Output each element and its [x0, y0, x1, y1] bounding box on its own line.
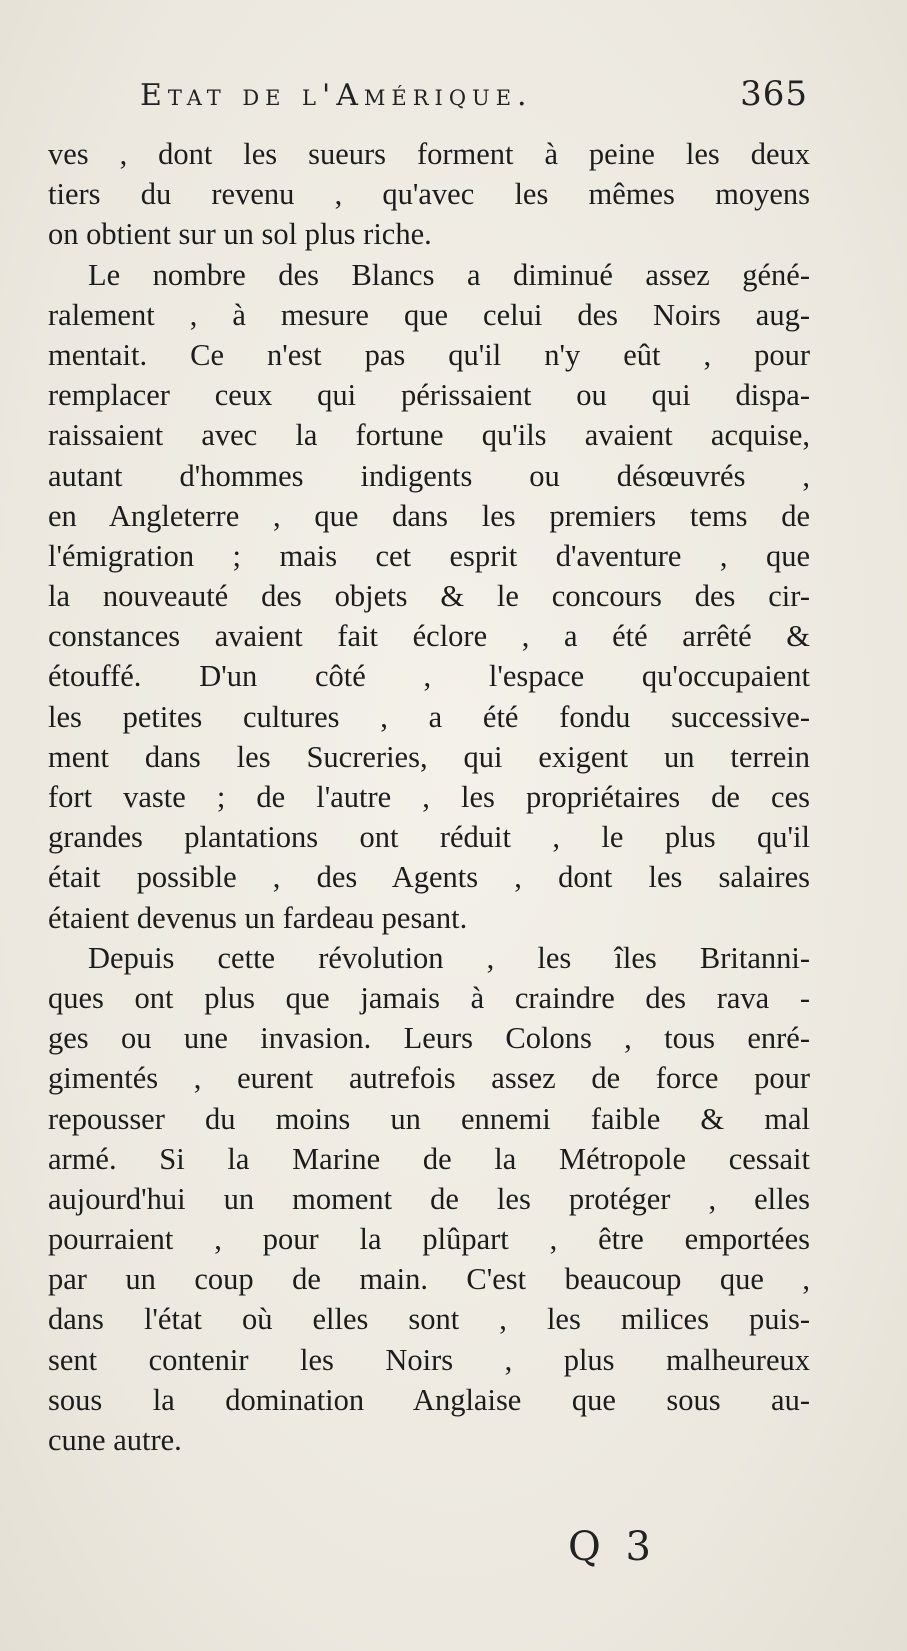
text-line: sous la domination Anglaise que sous au- — [48, 1382, 810, 1417]
text-line: mentait. Ce n'est pas qu'il n'y eût , pour — [48, 337, 810, 372]
text-line: étouffé. D'un côté , l'espace qu'occupaient — [48, 659, 810, 694]
text-line: ves , dont les sueurs forment à peine les deux — [48, 137, 810, 171]
text-line: ralement , à mesure que celui des Noirs aug- — [48, 297, 810, 332]
text-line: pourraient , pour la plûpart , être emportées — [48, 1222, 810, 1257]
text-line: Le nombre des Blancs a diminué assez géné- — [88, 257, 810, 292]
page-number: 365 — [740, 74, 808, 114]
text-line: ment dans les Sucreries, qui exigent un terrein — [48, 739, 810, 774]
text-line: tiers du revenu , qu'avec les mêmes moyens — [48, 177, 810, 212]
text-line: constances avaient fait éclore , a été arrêté & — [48, 619, 810, 654]
text-line: en Angleterre , que dans les premiers tems de — [48, 498, 810, 533]
text-line: on obtient sur un sol plus riche. — [48, 217, 432, 252]
text-line: remplacer ceux qui périssaient ou qui dispa- — [48, 378, 810, 413]
text-line: dans l'état où elles sont , les milices puis- — [48, 1302, 810, 1337]
text-line: la nouveauté des objets & le concours des cir- — [48, 579, 810, 614]
signature-mark: Q 3 — [568, 1524, 657, 1570]
text-line: armé. Si la Marine de la Métropole cessait — [48, 1141, 810, 1176]
text-line: l'émigration ; mais cet esprit d'aventure , que — [48, 538, 810, 573]
text-line: Depuis cette révolution , les îles Britanni- — [88, 940, 810, 975]
text-line: ges ou une invasion. Leurs Colons , tous enré- — [48, 1021, 810, 1056]
text-line: était possible , des Agents , dont les salaires — [48, 860, 810, 895]
body-text — [48, 134, 810, 1460]
text-line: gimentés , eurent autrefois assez de force pour — [48, 1061, 810, 1096]
text-line: cune autre. — [48, 1423, 182, 1457]
text-line: sent contenir les Noirs , plus malheureux — [48, 1342, 810, 1377]
text-line: repousser du moins un ennemi faible & mal — [48, 1101, 810, 1136]
text-line: aujourd'hui un moment de les protéger , elles — [48, 1181, 810, 1216]
text-line: les petites cultures , a été fondu successive- — [48, 699, 810, 734]
page-header — [48, 72, 808, 122]
text-line: grandes plantations ont réduit , le plus qu'il — [48, 820, 810, 855]
text-line: raissaient avec la fortune qu'ils avaient acquise, — [48, 418, 810, 453]
running-title: Etat de l'Amérique. — [140, 78, 533, 113]
text-line: étaient devenus un fardeau pesant. — [48, 900, 468, 935]
text-line: ques ont plus que jamais à craindre des rava - — [48, 980, 810, 1015]
text-line: autant d'hommes indigents ou désœuvrés , — [48, 458, 810, 493]
text-line: par un coup de main. C'est beaucoup que , — [48, 1262, 810, 1297]
text-line: fort vaste ; de l'autre , les propriétaires de ces — [48, 780, 810, 814]
